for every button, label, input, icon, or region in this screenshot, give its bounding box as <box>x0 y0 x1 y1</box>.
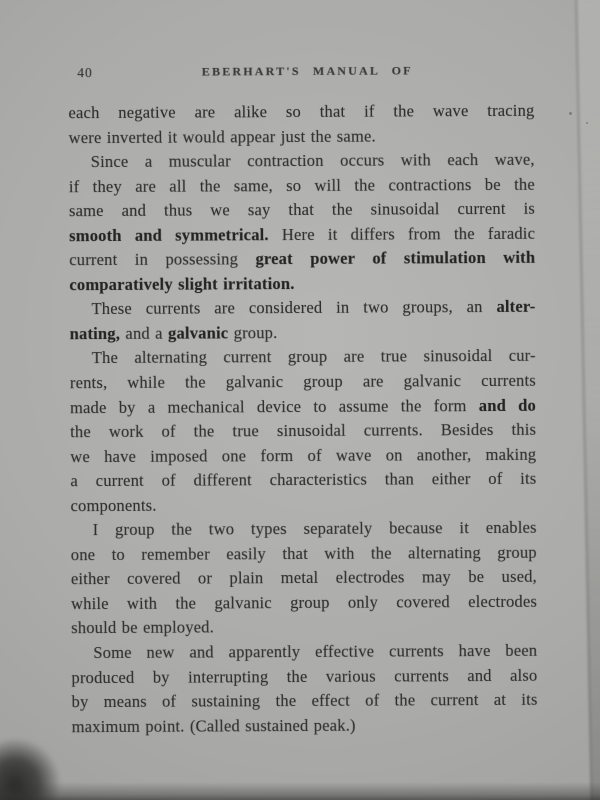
text: either covered or plain metal electrodes may be used, <box>70 567 537 589</box>
text-line <box>70 467 536 494</box>
text: Here it differs from the faradic <box>268 223 536 244</box>
text: I group the two types separately because it enables <box>92 518 537 540</box>
text-line <box>71 639 537 666</box>
text-line <box>69 246 535 273</box>
text: current in possessing <box>69 249 256 270</box>
text: one to remember easily that with the alternating group <box>70 542 537 565</box>
page-body <box>68 99 537 740</box>
text: and a <box>120 323 169 343</box>
text-line <box>70 369 536 396</box>
text: if they are all the same, so will the contractions be the <box>68 174 535 196</box>
running-header: EBERHART'S MANUAL OF <box>201 63 413 79</box>
text: were inverted it would appear just the same. <box>68 126 376 147</box>
text-line <box>69 172 535 199</box>
text: components. <box>70 495 157 515</box>
text-line <box>70 393 536 420</box>
text-line <box>69 123 535 150</box>
text-line <box>70 492 536 519</box>
text: should be employed. <box>71 617 215 638</box>
bold-text: and do <box>478 395 537 415</box>
paragraph <box>70 344 537 518</box>
text: group. <box>228 323 278 343</box>
text: Since a muscular contraction occurs with each wave, <box>90 149 535 172</box>
paragraph <box>68 99 534 151</box>
text-line <box>71 614 537 641</box>
text: Some new and apparently effective currents have been <box>93 640 538 663</box>
text: the work of the true sinusoidal currents. Besides this <box>70 419 537 442</box>
text-line <box>69 197 535 224</box>
text-line <box>71 541 537 568</box>
text-line <box>69 222 535 249</box>
text: by means of sustaining the effect of the current at its <box>71 689 538 712</box>
text-line <box>70 418 536 445</box>
text: produced by interrupting the various currents and also <box>71 665 538 687</box>
text: These currents are considered in two groups, an <box>91 297 497 319</box>
bold-text: great power of stimulation with <box>255 248 536 269</box>
text: we have imposed one form of wave on another, making <box>70 444 537 466</box>
paragraph <box>69 148 536 298</box>
text-line <box>71 663 537 690</box>
text-line <box>70 344 536 371</box>
bold-text: smooth and symmetrical. <box>69 224 269 245</box>
dust-speck <box>586 122 588 124</box>
text: each negative are alike so that if the wave tracing <box>68 100 535 123</box>
bold-text: alter- <box>496 297 536 317</box>
bold-text: comparatively slight irritation. <box>69 273 295 295</box>
text-line <box>70 320 536 347</box>
text: while with the galvanic group only covered electrodes <box>71 591 538 614</box>
bold-text: nating, <box>69 323 121 344</box>
text-line <box>71 590 537 617</box>
text-line <box>69 148 535 175</box>
text-line <box>70 442 536 469</box>
dust-speck <box>569 112 572 115</box>
text-line <box>72 712 538 739</box>
text-line <box>71 565 537 592</box>
text-line <box>69 295 535 322</box>
text: rents, while the galvanic group are galvanic currents <box>69 370 536 393</box>
text: The alternating current group are true sinusoidal cur- <box>91 346 536 368</box>
bold-text: galvanic <box>168 323 229 343</box>
text-line <box>72 688 538 715</box>
text-line <box>68 99 534 126</box>
text-line <box>69 271 535 298</box>
text: maximum point. (Called sustained peak.) <box>71 715 356 736</box>
paragraph <box>71 639 538 740</box>
text: a current of different characteristics than either of its <box>70 468 537 491</box>
paragraph <box>71 516 538 641</box>
text: made by a mechanical device to assume the form <box>69 395 479 417</box>
text-line <box>71 516 537 543</box>
page-number: 40 <box>77 65 93 81</box>
text: same and thus we say that the sinusoidal current is <box>68 198 536 221</box>
paragraph <box>69 295 535 347</box>
bottom-edge-shadow <box>0 782 600 800</box>
